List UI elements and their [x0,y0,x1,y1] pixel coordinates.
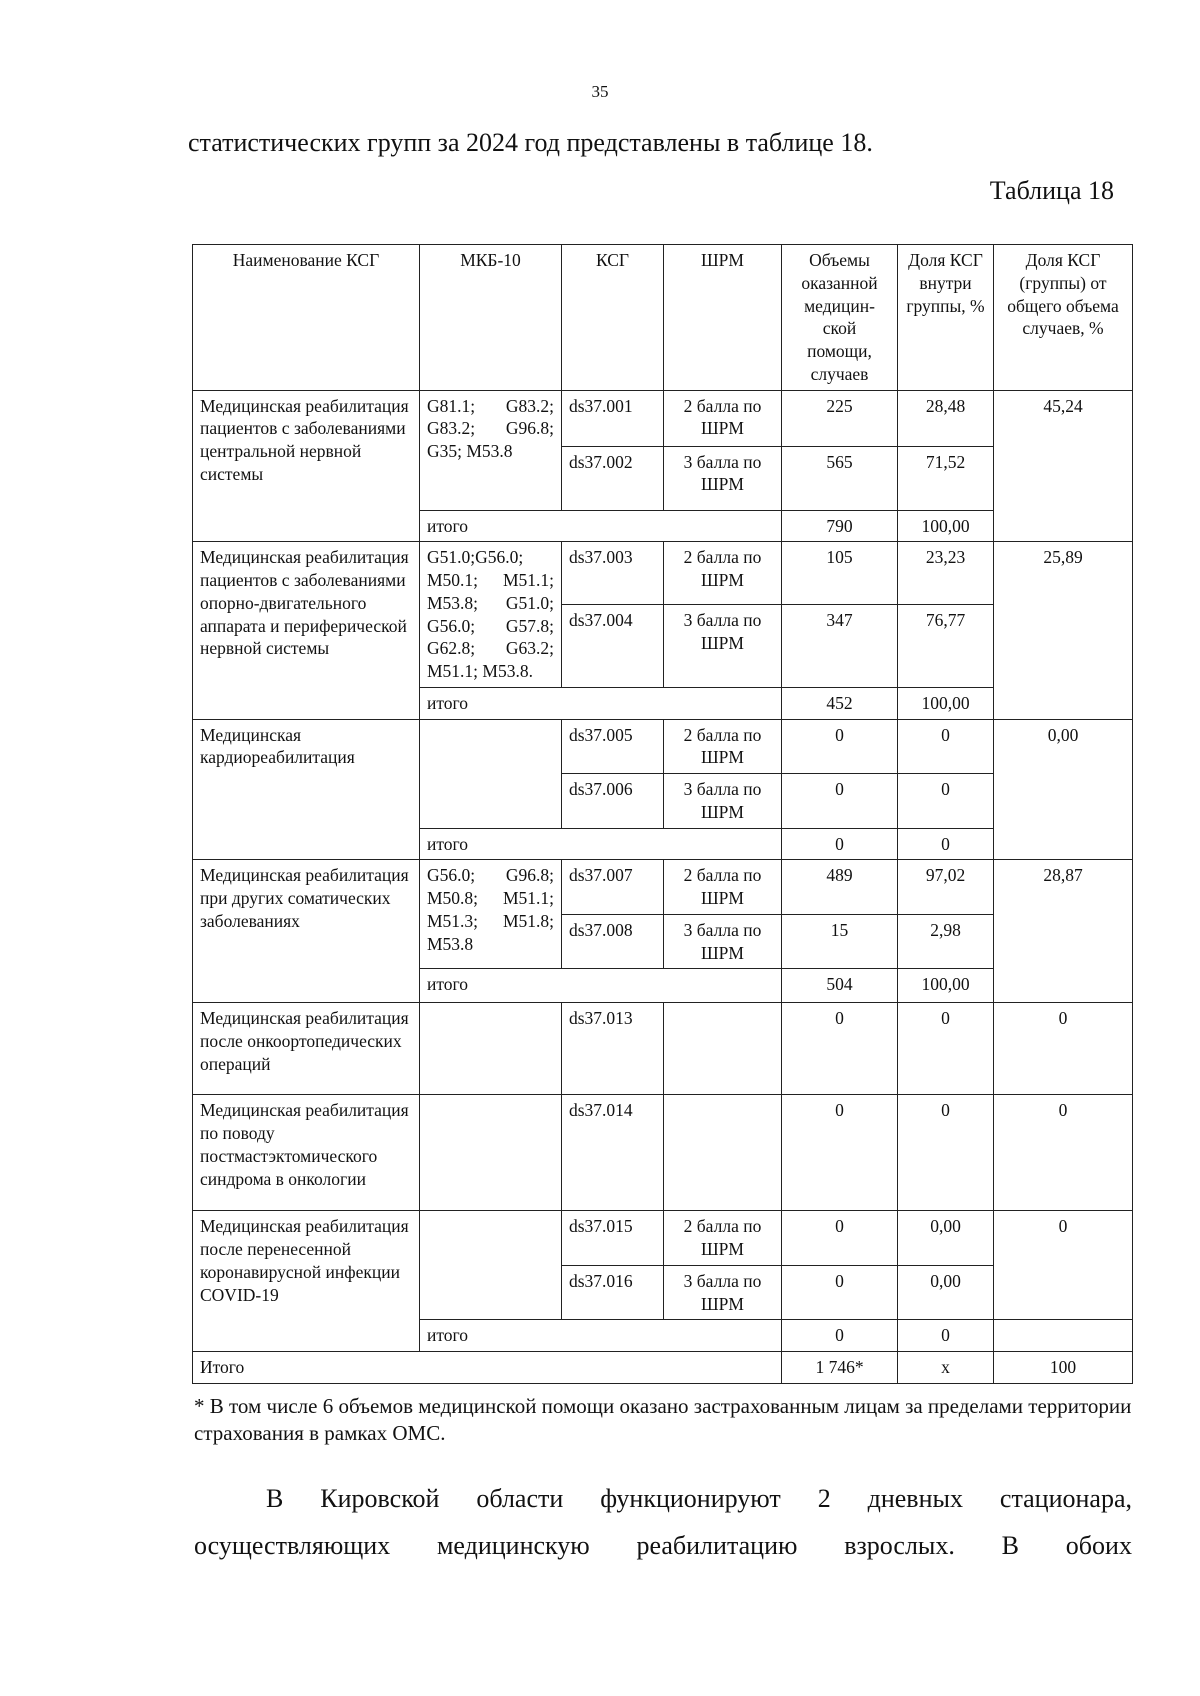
volume-cell: 105 [782,542,898,605]
group-name-cell: Медицинская реабилитация пациентов с заболеваниями центральной нервной системы [193,390,420,542]
volume-cell: 225 [782,390,898,446]
paragraph-word: стационара, [999,1484,1132,1513]
share-cell: 100,00 [898,510,994,542]
shrm-cell: 2 балла по ШРМ [664,719,782,774]
paragraph-word: В [1001,1531,1020,1560]
ksg-cell: ds37.013 [562,1003,664,1095]
share-cell: 0,00 [898,1265,994,1320]
shrm-cell: 2 балла по ШРМ [664,390,782,446]
share-cell: 28,48 [898,390,994,446]
group-name-cell: Медицинская кардиореабилитация [193,719,420,860]
shrm-cell: 3 балла по ШРМ [664,914,782,969]
group-share-cell: 0 [994,1211,1133,1320]
volume-cell: 565 [782,446,898,510]
grand-total-volume: 1 746* [782,1352,898,1384]
grand-total-group-share: 100 [994,1352,1133,1384]
paragraph-word: медицинскую [436,1531,590,1560]
group-name-cell: Медицинская реабилитация после онкоортопедических операций [193,1003,420,1095]
volume-cell: 504 [782,969,898,1003]
shrm-cell [664,1003,782,1095]
share-cell: 97,02 [898,860,994,915]
intro-text: статистических групп за 2024 год представлены в таблице 18. [188,128,873,157]
ksg-cell: ds37.003 [562,542,664,605]
table-row [193,542,1133,605]
mkb-cell [420,1211,562,1320]
shrm-cell: 3 балла по ШРМ [664,446,782,510]
ksg-table [192,244,1133,1384]
total-label-cell: итого [420,687,782,719]
header-name: Наименование КСГ [193,245,420,391]
paragraph-line-2 [194,1531,1132,1561]
share-cell: 0 [898,719,994,774]
share-cell: 0 [898,1320,994,1352]
group-share-cell: 45,24 [994,390,1133,542]
mkb-cell [420,1095,562,1211]
paragraph-word: функционируют [600,1484,781,1513]
group-share-cell [994,1320,1133,1352]
group-share-cell: 0,00 [994,719,1133,860]
group-name-cell: Медицинская реабилитация по поводу постмастэктомического синдрома в онкологии [193,1095,420,1211]
group-share-cell: 0 [994,1095,1133,1211]
paragraph-word: взрослых. [844,1531,955,1560]
volume-cell: 790 [782,510,898,542]
header-shrm: ШРМ [664,245,782,391]
shrm-cell: 3 балла по ШРМ [664,604,782,687]
share-cell: 0 [898,1095,994,1211]
ksg-cell: ds37.008 [562,914,664,969]
paragraph-word: области [476,1484,564,1513]
share-cell: 100,00 [898,687,994,719]
ksg-cell: ds37.014 [562,1095,664,1211]
table-row-grand-total [193,1352,1133,1384]
ksg-cell: ds37.006 [562,774,664,829]
shrm-cell: 3 балла по ШРМ [664,1265,782,1320]
paragraph-line-1 [194,1484,1132,1514]
ksg-cell: ds37.004 [562,604,664,687]
shrm-cell [664,1095,782,1211]
group-share-cell: 0 [994,1003,1133,1095]
volume-cell: 0 [782,719,898,774]
volume-cell: 0 [782,1265,898,1320]
total-label-cell: итого [420,510,782,542]
ksg-cell: ds37.015 [562,1211,664,1266]
ksg-cell: ds37.007 [562,860,664,915]
paragraph-word: обоих [1065,1531,1132,1560]
mkb-cell: G81.1; G83.2; G83.2; G96.8; G35; M53.8 [420,390,562,510]
table-row [193,1003,1133,1095]
group-share-cell: 25,89 [994,542,1133,719]
ksg-cell: ds37.001 [562,390,664,446]
volume-cell: 0 [782,1211,898,1266]
header-ksg: КСГ [562,245,664,391]
share-cell: 0,00 [898,1211,994,1266]
volume-cell: 0 [782,1095,898,1211]
group-share-cell: 28,87 [994,860,1133,1003]
share-cell: 100,00 [898,969,994,1003]
header-share-total: Доля КСГ (группы) от общего объема случаев, % [994,245,1133,391]
shrm-cell: 2 балла по ШРМ [664,542,782,605]
volume-cell: 0 [782,1003,898,1095]
paragraph-word: 2 [817,1484,831,1513]
table-row [193,719,1133,774]
paragraph-word: дневных [867,1484,963,1513]
ksg-cell: ds37.002 [562,446,664,510]
volume-cell: 0 [782,774,898,829]
ksg-cell: ds37.005 [562,719,664,774]
group-name-cell: Медицинская реабилитация пациентов с заболеваниями опорно-двигательного аппарата и периферической нервной системы [193,542,420,719]
volume-cell: 347 [782,604,898,687]
group-name-cell: Медицинская реабилитация после перенесенной коронавирусной инфекции COVID-19 [193,1211,420,1352]
share-cell: 23,23 [898,542,994,605]
footnote: * В том числе 6 объемов медицинской помощи оказано застрахованным лицам за пределами территории страхования в рамках ОМС. [194,1394,1132,1446]
share-cell: 2,98 [898,914,994,969]
mkb-cell: G56.0; G96.8; M50.8; M51.1; M51.3; M51.8; M53.8 [420,860,562,969]
volume-cell: 452 [782,687,898,719]
table-row [193,1211,1133,1266]
grand-total-label: Итого [193,1352,782,1384]
volume-cell: 489 [782,860,898,915]
header-volume: Объемы оказанной медицин-ской помощи, случаев [782,245,898,391]
paragraph-word: Кировской [320,1484,440,1513]
grand-total-share: х [898,1352,994,1384]
total-label-cell: итого [420,969,782,1003]
header-mkb: МКБ-10 [420,245,562,391]
table-header-row [193,245,1133,391]
table-row [193,860,1133,915]
shrm-cell: 3 балла по ШРМ [664,774,782,829]
volume-cell: 15 [782,914,898,969]
shrm-cell: 2 балла по ШРМ [664,860,782,915]
page-number: 35 [591,82,609,101]
paragraph-word: реабилитацию [636,1531,798,1560]
mkb-cell [420,719,562,828]
table-row [193,390,1133,446]
ksg-cell: ds37.016 [562,1265,664,1320]
total-label-cell: итого [420,1320,782,1352]
share-cell: 71,52 [898,446,994,510]
shrm-cell: 2 балла по ШРМ [664,1211,782,1266]
group-name-cell: Медицинская реабилитация при других соматических заболеваниях [193,860,420,1003]
table-row [193,1095,1133,1211]
share-cell: 76,77 [898,604,994,687]
total-label-cell: итого [420,828,782,860]
share-cell: 0 [898,828,994,860]
mkb-cell: G51.0;G56.0; M50.1; M51.1; M53.8; G51.0; G56.0; G57.8; G62.8; G63.2; M51.1; M53.8. [420,542,562,688]
share-cell: 0 [898,774,994,829]
volume-cell: 0 [782,828,898,860]
mkb-cell [420,1003,562,1095]
paragraph-word: осуществляющих [194,1531,391,1560]
share-cell: 0 [898,1003,994,1095]
table-caption: Таблица 18 [989,176,1114,205]
volume-cell: 0 [782,1320,898,1352]
header-share-in-group: Доля КСГ внутри группы, % [898,245,994,391]
paragraph-word: В [266,1484,284,1513]
